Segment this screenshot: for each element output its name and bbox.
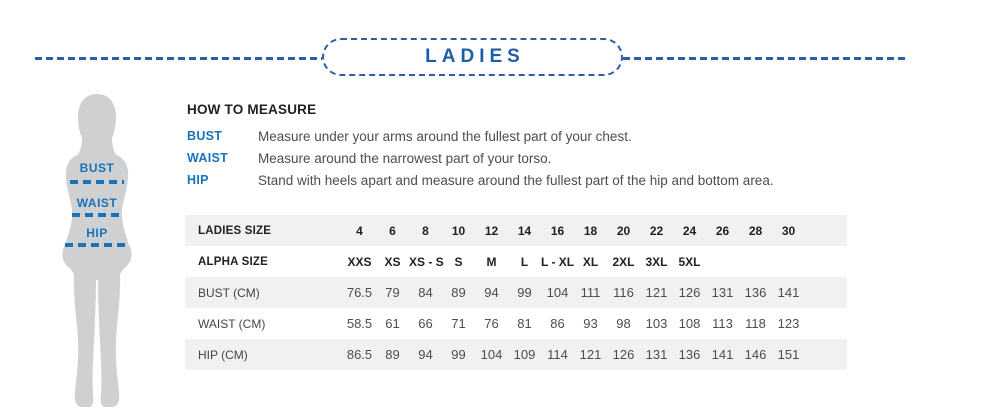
table-row-label: ALPHA SIZE (198, 255, 268, 268)
size-cell: 94 (418, 347, 433, 362)
size-cell: 123 (777, 316, 800, 331)
measure-row-text: Stand with heels apart and measure around the fullest part of the hip and bottom area. (258, 172, 774, 188)
measure-row-label: BUST (187, 129, 223, 143)
size-cell: 79 (385, 285, 400, 300)
size-cell: L (520, 254, 529, 269)
size-cell: 94 (484, 285, 499, 300)
size-cell: 99 (451, 347, 466, 362)
size-cell: 136 (678, 347, 701, 362)
size-cell: 14 (517, 223, 532, 238)
size-cell: 4 (356, 223, 363, 238)
ladies-pill (322, 38, 623, 76)
filler-cell (805, 215, 847, 246)
table-row (185, 215, 847, 246)
table-row (185, 246, 847, 277)
size-table (185, 215, 847, 370)
bust-line-label: BUST (79, 161, 115, 175)
table-row-label: HIP (CM) (198, 347, 248, 362)
size-cell: 6 (389, 223, 396, 238)
header-dash-line-left (35, 57, 322, 60)
size-cell: 109 (513, 347, 536, 362)
how-to-measure-title: HOW TO MEASURE (187, 102, 317, 117)
size-cell: 151 (777, 347, 800, 362)
size-cell: XS (384, 254, 401, 269)
size-cell: 108 (678, 316, 701, 331)
size-cell: 76.5 (346, 285, 373, 300)
size-cell: 12 (484, 223, 499, 238)
size-cell: 86.5 (346, 347, 373, 362)
size-cell: 71 (451, 316, 466, 331)
measure-row-text: Measure under your arms around the fullest part of your chest. (258, 128, 632, 144)
measure-instruction-row (185, 125, 865, 147)
bust-measure-line (70, 180, 124, 184)
how-to-measure-section (185, 102, 865, 191)
size-cell: 104 (546, 285, 569, 300)
table-row (185, 339, 847, 370)
waist-line-label: WAIST (76, 196, 118, 210)
page-title: LADIES (425, 46, 525, 67)
hip-measure-line (65, 243, 129, 247)
size-cell: 116 (613, 285, 634, 300)
size-cell: 126 (678, 285, 701, 300)
size-cell: 16 (550, 223, 565, 238)
filler-cell (805, 277, 847, 308)
size-cell: 126 (612, 347, 635, 362)
size-cell: 141 (777, 285, 800, 300)
measure-instruction-row (185, 147, 865, 169)
size-cell: 131 (711, 285, 734, 300)
measure-row-label: WAIST (187, 151, 229, 165)
filler-cell (805, 339, 847, 370)
measure-row-label: HIP (187, 173, 209, 187)
table-row-label: LADIES SIZE (198, 224, 272, 237)
size-cell: 86 (550, 316, 565, 331)
size-cell: 141 (711, 347, 734, 362)
size-cell: L - XL (541, 254, 575, 269)
size-cell: 5XL (678, 254, 701, 269)
table-row (185, 277, 847, 308)
size-cell: 61 (385, 316, 400, 331)
size-cell: M (486, 254, 497, 269)
waist-measure-line (72, 213, 121, 217)
size-cell: 99 (517, 285, 532, 300)
size-cell (706, 246, 739, 277)
size-cell: XL (582, 254, 599, 269)
size-cell: 8 (422, 223, 429, 238)
size-cell: 136 (744, 285, 767, 300)
size-cell: 104 (480, 347, 503, 362)
size-cell: XXS (347, 254, 372, 269)
size-cell: 98 (616, 316, 631, 331)
size-cell: 30 (781, 223, 796, 238)
size-cell: 111 (580, 285, 601, 300)
measure-instruction-row (185, 169, 865, 191)
size-cell: 84 (418, 285, 433, 300)
table-row (185, 308, 847, 339)
size-cell: 26 (715, 223, 730, 238)
size-cell: 121 (579, 347, 602, 362)
size-cell: 93 (583, 316, 598, 331)
size-cell: 113 (712, 316, 733, 331)
size-cell: 103 (645, 316, 668, 331)
size-cell: 66 (418, 316, 433, 331)
size-cell: 89 (385, 347, 400, 362)
filler-cell (805, 246, 847, 277)
size-cell: XS - S (409, 254, 444, 269)
size-cell: 131 (645, 347, 668, 362)
size-cell: 18 (583, 223, 598, 238)
table-row-label: WAIST (CM) (198, 316, 266, 331)
size-cell: 89 (451, 285, 466, 300)
size-cell: 28 (748, 223, 763, 238)
size-cell: 3XL (645, 254, 668, 269)
size-cell: 81 (517, 316, 532, 331)
size-cell: 24 (682, 223, 697, 238)
size-cell: 2XL (612, 254, 635, 269)
size-cell: S (454, 254, 463, 269)
size-cell: 121 (645, 285, 668, 300)
size-cell: 20 (616, 223, 631, 238)
table-row-label: BUST (CM) (198, 285, 260, 300)
hip-line-label: HIP (86, 226, 108, 240)
size-cell: 118 (745, 316, 766, 331)
female-silhouette (51, 92, 145, 408)
size-cell: 58.5 (346, 316, 373, 331)
filler-cell (805, 308, 847, 339)
measure-row-text: Measure around the narrowest part of your torso. (258, 150, 552, 166)
size-cell: 114 (547, 347, 568, 362)
size-table-body (185, 215, 847, 370)
female-silhouette-graphic (51, 92, 145, 408)
header-dash-line-right (623, 57, 907, 60)
size-cell (739, 246, 772, 277)
size-cell: 76 (484, 316, 499, 331)
size-cell: 146 (744, 347, 767, 362)
size-cell (772, 246, 805, 277)
size-cell: 22 (649, 223, 664, 238)
size-cell: 10 (451, 223, 466, 238)
